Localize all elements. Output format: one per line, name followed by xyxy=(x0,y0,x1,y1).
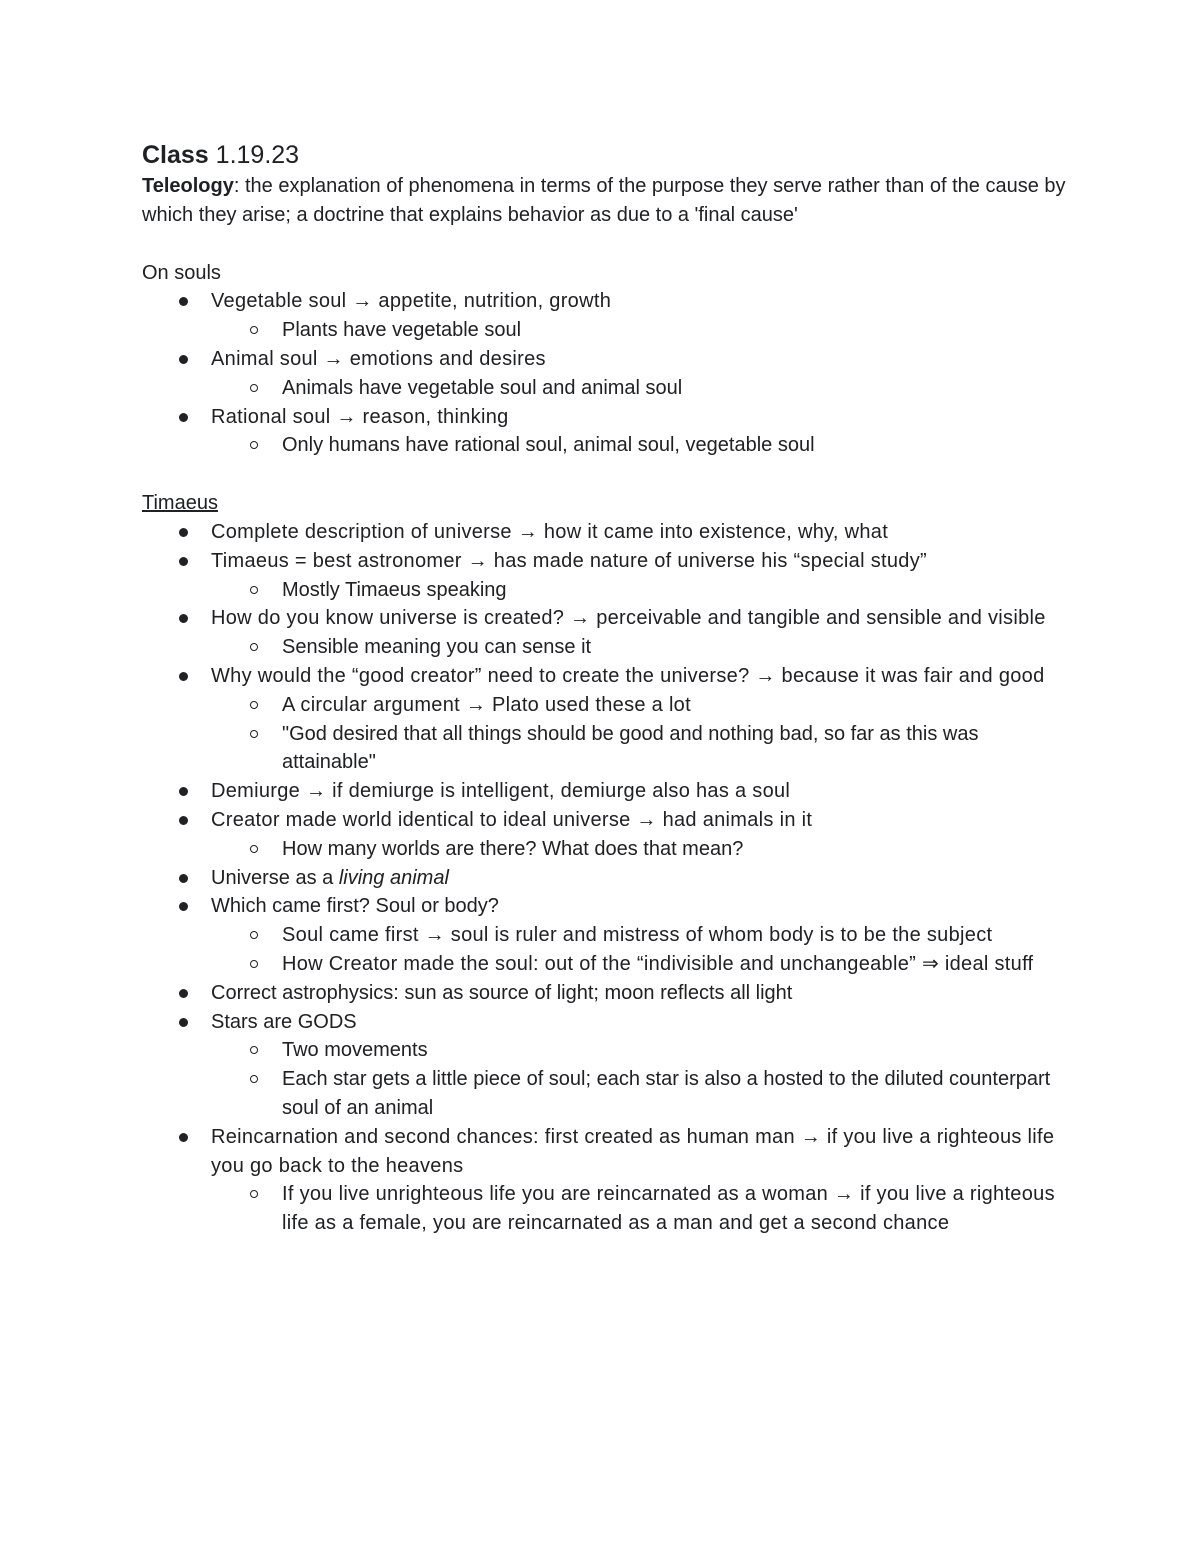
hollow-bullet-icon xyxy=(250,1190,258,1198)
bullet-icon xyxy=(179,413,188,422)
list-item: Animal soul → emotions and desires xyxy=(142,345,1072,374)
bullet-icon xyxy=(179,355,188,364)
hollow-bullet-icon xyxy=(250,384,258,392)
bullet-icon xyxy=(179,874,188,883)
hollow-bullet-icon xyxy=(250,441,258,449)
list-item: Vegetable soul → appetite, nutrition, growth xyxy=(142,287,1072,316)
spacer xyxy=(142,460,1072,489)
souls-heading: On souls xyxy=(142,261,221,284)
hollow-bullet-icon xyxy=(250,643,258,651)
list-item: Which came first? Soul or body? xyxy=(142,892,1072,921)
sub-list-item: How Creator made the soul: out of the “indivisible and unchangeable” ⇒ ideal stuff xyxy=(142,950,1072,979)
spacer xyxy=(142,230,1072,259)
hollow-bullet-icon xyxy=(250,701,258,709)
bullet-icon xyxy=(179,557,188,566)
hollow-bullet-icon xyxy=(250,730,258,738)
bullet-icon xyxy=(179,1133,188,1142)
definition-term: Teleology xyxy=(142,175,234,197)
sub-list-item: Sensible meaning you can sense it xyxy=(142,633,1072,662)
title-class-word: Class xyxy=(142,141,209,169)
bullet-icon xyxy=(179,989,188,998)
bullet-icon xyxy=(179,297,188,306)
hollow-bullet-icon xyxy=(250,845,258,853)
timaeus-heading: Timaeus xyxy=(142,492,218,515)
bullet-icon xyxy=(179,816,188,825)
list-item: Timaeus = best astronomer → has made nature of universe his “special study” xyxy=(142,547,1072,576)
souls-list xyxy=(142,287,1072,460)
list-item: How do you know universe is created? → perceivable and tangible and sensible and visible xyxy=(142,604,1072,633)
bullet-icon xyxy=(179,528,188,537)
timaeus-list xyxy=(142,518,1072,1238)
list-item: Rational soul → reason, thinking xyxy=(142,403,1072,432)
page-title xyxy=(142,138,1072,172)
definition-text: : the explanation of phenomena in terms of the purpose they serve rather than of the cause by which they arise; a doctrine that explains behavior as due to a 'final cause' xyxy=(142,175,1066,226)
sub-list-item: "God desired that all things should be good and nothing bad, so far as this was attainable" xyxy=(142,720,1072,778)
hollow-bullet-icon xyxy=(250,326,258,334)
title-date: 1.19.23 xyxy=(208,141,300,169)
list-item: Creator made world identical to ideal universe → had animals in it xyxy=(142,806,1072,835)
bullet-icon xyxy=(179,787,188,796)
sub-list-item: Plants have vegetable soul xyxy=(142,316,1072,345)
hollow-bullet-icon xyxy=(250,960,258,968)
hollow-bullet-icon xyxy=(250,1075,258,1083)
hollow-bullet-icon xyxy=(250,1046,258,1054)
sub-list-item: Animals have vegetable soul and animal soul xyxy=(142,374,1072,403)
bullet-icon xyxy=(179,1018,188,1027)
hollow-bullet-icon xyxy=(250,931,258,939)
sub-list-item: Two movements xyxy=(142,1036,1072,1065)
bullet-icon xyxy=(179,672,188,681)
list-item: Correct astrophysics: sun as source of light; moon reflects all light xyxy=(142,979,1072,1008)
sub-list-item: If you live unrighteous life you are reincarnated as a woman → if you live a righteous life as a female, you are reincarnated as a man and get a second chance xyxy=(142,1180,1072,1238)
list-item: Complete description of universe → how it came into existence, why, what xyxy=(142,518,1072,547)
bullet-icon xyxy=(179,902,188,911)
list-item: Demiurge → if demiurge is intelligent, demiurge also has a soul xyxy=(142,777,1072,806)
list-item: Why would the “good creator” need to create the universe? → because it was fair and good xyxy=(142,662,1072,691)
sub-list-item: How many worlds are there? What does that mean? xyxy=(142,835,1072,864)
document-page xyxy=(142,138,1072,1238)
sub-list-item: Only humans have rational soul, animal soul, vegetable soul xyxy=(142,431,1072,460)
list-item: Stars are GODS xyxy=(142,1008,1072,1037)
bullet-icon xyxy=(179,614,188,623)
hollow-bullet-icon xyxy=(250,586,258,594)
list-item: Reincarnation and second chances: first created as human man → if you live a righteous life you go back to the heavens xyxy=(142,1123,1072,1181)
sub-list-item: Mostly Timaeus speaking xyxy=(142,576,1072,605)
sub-list-item: A circular argument → Plato used these a lot xyxy=(142,691,1072,720)
teleology-definition xyxy=(142,172,1072,230)
sub-list-item: Soul came first → soul is ruler and mistress of whom body is to be the subject xyxy=(142,921,1072,950)
sub-list-item: Each star gets a little piece of soul; each star is also a hosted to the diluted counterpart soul of an animal xyxy=(142,1065,1072,1123)
list-item: Universe as a living animal xyxy=(142,864,1072,893)
